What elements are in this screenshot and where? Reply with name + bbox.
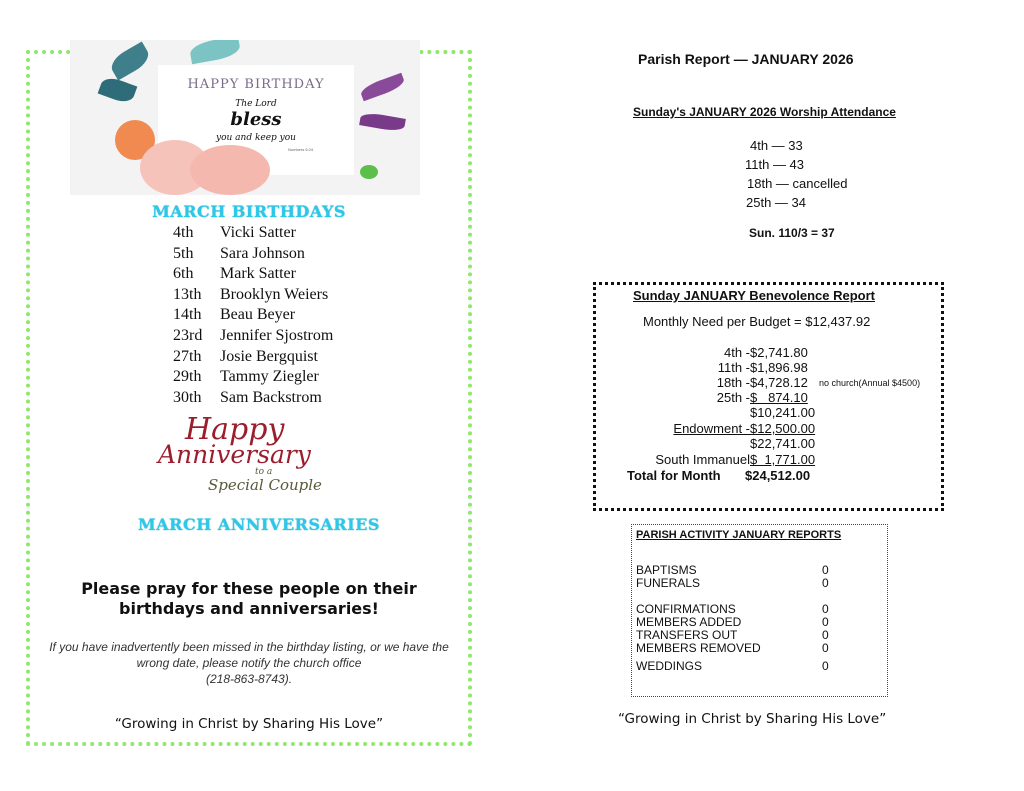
- activity-value: 0: [822, 615, 829, 629]
- south-immanuel-amount: $ 1,771.00: [750, 452, 816, 467]
- birthday-image: [70, 40, 420, 195]
- birthdays-title: MARCH BIRTHDAYS: [152, 202, 346, 221]
- attendance-row: 4th — 33: [750, 138, 803, 153]
- benevolence-row-label: 25th -: [716, 390, 750, 405]
- birthday-name: Josie Bergquist: [220, 348, 318, 365]
- activity-label: BAPTISMS: [636, 563, 697, 577]
- benevolence-row-label: 4th -: [723, 345, 750, 360]
- birthday-image-heading: HAPPY BIRTHDAY: [187, 77, 325, 92]
- birthday-name: Sara Johnson: [220, 245, 305, 262]
- benevolence-row-amount: $4,728.12: [750, 375, 808, 390]
- birthday-image-reference: Numbers 6:24: [288, 147, 314, 152]
- anniversary-image-line1: Happy: [185, 412, 285, 447]
- birthday-day: 23rd: [173, 327, 203, 344]
- activity-label: MEMBERS REMOVED: [636, 641, 761, 655]
- birthday-image-line2: bless: [230, 109, 282, 130]
- birthday-name: Mark Satter: [220, 265, 296, 282]
- activity-value: 0: [822, 659, 829, 673]
- activity-heading: PARISH ACTIVITY JANUARY REPORTS: [636, 529, 842, 541]
- birthday-day: 27th: [173, 348, 202, 365]
- benevolence-row-amount: $2,741.80: [750, 345, 808, 360]
- benevolence-row-note: no church(Annual $4500): [819, 378, 921, 388]
- endowment-amount: $12,500.00: [750, 421, 816, 436]
- note-line-2: wrong date, please notify the church office: [136, 656, 362, 670]
- benevolence-heading: Sunday JANUARY Benevolence Report: [633, 288, 876, 303]
- birthday-day: 5th: [173, 245, 194, 262]
- anniversary-image-line3: to a: [255, 467, 273, 477]
- birthday-day: 30th: [173, 389, 202, 406]
- activity-value: 0: [822, 641, 829, 655]
- birthday-day: 14th: [173, 306, 202, 323]
- birthday-day: 6th: [173, 265, 194, 282]
- benevolence-subtotal-2: $22,741.00: [750, 436, 816, 451]
- parish-report-title: Parish Report — JANUARY 2026: [638, 51, 854, 67]
- birthday-day: 4th: [173, 224, 194, 241]
- church-office-phone: (218-863-8743).: [205, 672, 293, 686]
- attendance-row: 18th — cancelled: [747, 176, 848, 191]
- benevolence-row-amount: $1,896.98: [750, 360, 808, 375]
- birthday-image-line1: The Lord: [235, 99, 277, 109]
- right-motto: “Growing in Christ by Sharing His Love”: [618, 711, 887, 727]
- activity-value: 0: [822, 563, 829, 577]
- total-for-month-label: Total for Month: [627, 468, 721, 483]
- birthday-name: Sam Backstrom: [220, 389, 322, 406]
- anniversary-image-line2: Anniversary: [158, 440, 311, 469]
- birthday-name: Beau Beyer: [220, 306, 296, 323]
- activity-label: FUNERALS: [636, 576, 701, 590]
- attendance-summary: Sun. 110/3 = 37: [749, 226, 835, 240]
- south-immanuel-label: South Immanuel: [655, 452, 750, 467]
- birthday-image-line3: you and keep you: [216, 133, 296, 143]
- monthly-need: Monthly Need per Budget = $12,437.92: [643, 314, 871, 329]
- pray-line-2: birthdays and anniversaries!: [119, 599, 379, 618]
- birthday-name: Vicki Satter: [220, 224, 296, 241]
- birthday-name: Jennifer Sjostrom: [220, 327, 334, 344]
- note-line-1: If you have inadvertently been missed in the birthday listing, or we have the: [49, 640, 449, 654]
- benevolence-row-label: 18th -: [716, 375, 750, 390]
- activity-value: 0: [822, 602, 829, 616]
- birthday-day: 29th: [173, 368, 202, 385]
- pray-line-1: Please pray for these people on their: [81, 579, 417, 598]
- attendance-row: 25th — 34: [746, 195, 806, 210]
- attendance-heading: Sunday's JANUARY 2026 Worship Attendance: [633, 105, 896, 119]
- benevolence-subtotal-1: $10,241.00: [750, 405, 816, 420]
- birthday-name: Brooklyn Weiers: [220, 286, 329, 303]
- birthday-day: 13th: [173, 286, 202, 303]
- attendance-row: 11th — 43: [745, 157, 805, 172]
- activity-value: 0: [822, 576, 829, 590]
- activity-label: MEMBERS ADDED: [636, 615, 742, 629]
- activity-label: TRANSFERS OUT: [636, 628, 738, 642]
- anniversaries-title: MARCH ANNIVERSARIES: [138, 515, 380, 534]
- total-for-month-amount: $24,512.00: [745, 468, 811, 483]
- left-motto: “Growing in Christ by Sharing His Love”: [114, 716, 384, 732]
- benevolence-row-amount: $ 874.10: [750, 390, 808, 405]
- anniversary-image-line4: Special Couple: [208, 476, 322, 494]
- birthday-name: Tammy Ziegler: [220, 368, 319, 385]
- activity-label: WEDDINGS: [636, 659, 702, 673]
- endowment-label: Endowment -: [673, 421, 750, 436]
- activity-value: 0: [822, 628, 829, 642]
- activity-label: CONFIRMATIONS: [636, 602, 736, 616]
- benevolence-row-label: 11th -: [717, 360, 750, 375]
